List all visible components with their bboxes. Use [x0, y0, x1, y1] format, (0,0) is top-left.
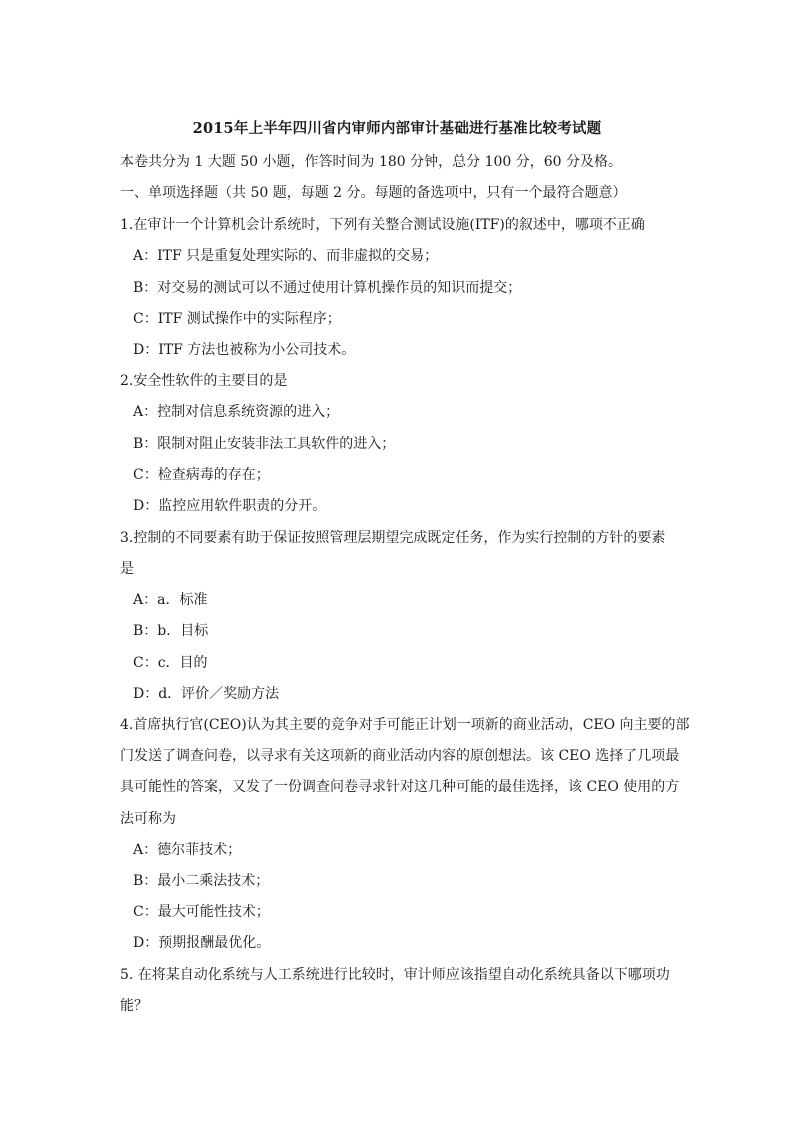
question-3-option-d: D：d．评价／奖励方法	[133, 686, 280, 702]
question-5-text-line-1: 5. 在将某自动化系统与人工系统进行比较时，审计师应该指望自动化系统具备以下哪项功	[120, 967, 670, 983]
section-heading: 一、单项选择题（共 50 题，每题 2 分。每题的备选项中，只有一个最符合题意）	[120, 185, 627, 201]
question-3-text-line-1: 3.控制的不同要素有助于保证按照管理层期望完成既定任务，作为实行控制的方针的要素	[120, 530, 666, 546]
question-4-option-b: B：最小二乘法技术；	[133, 873, 270, 889]
question-3-option-c: C：c．目的	[133, 655, 208, 671]
question-2-option-d: D：监控应用软件职责的分开。	[133, 498, 327, 514]
question-1-text: 1.在审计一个计算机会计系统时，下列有关整合测试设施(ITF)的叙述中，哪项不正确	[120, 217, 645, 233]
exam-intro: 本卷共分为 1 大题 50 小题，作答时间为 180 分钟，总分 100 分，60 分及格。	[120, 154, 623, 170]
question-4-option-a: A：德尔菲技术；	[133, 842, 242, 858]
question-2-option-b: B：限制对阻止安装非法工具软件的进入；	[133, 436, 396, 452]
question-3-option-a: A：a．标准	[133, 592, 208, 608]
question-1-option-b: B：对交易的测试可以不通过使用计算机操作员的知识而提交；	[133, 280, 522, 296]
question-2-option-a: A：控制对信息系统资源的进入；	[133, 404, 340, 420]
question-1-option-d: D：ITF 方法也被称为小公司技术。	[133, 342, 356, 358]
question-4-text-line-1: 4.首席执行官(CEO)认为其主要的竞争对手可能正计划一项新的商业活动，CEO 向主要的部	[120, 717, 690, 733]
question-4-option-c: C：最大可能性技术；	[133, 904, 270, 920]
question-4-text-line-2: 门发送了调查问卷，以寻求有关这项新的商业活动内容的原创想法。该 CEO 选择了几项最	[120, 748, 680, 764]
question-4-text-line-4: 法可称为	[120, 811, 176, 827]
question-1-option-a: A：ITF 只是重复处理实际的、而非虚拟的交易；	[133, 248, 439, 264]
question-2-text: 2.安全性软件的主要目的是	[120, 373, 288, 389]
question-3-option-b: B：b．目标	[133, 623, 209, 639]
question-4-option-d: D：预期报酬最优化。	[133, 935, 271, 951]
question-3-text-line-2: 是	[120, 561, 134, 577]
question-4-text-line-3: 具可能性的答案，又发了一份调查问卷寻求针对这几种可能的最佳选择，该 CEO 使用的方	[120, 779, 680, 795]
question-2-option-c: C：检查病毒的存在；	[133, 467, 270, 483]
document-title: 2015年上半年四川省内审师内部审计基础进行基准比较考试题	[192, 120, 602, 137]
question-5-text-line-2: 能？	[120, 998, 148, 1014]
question-1-option-c: C：ITF 测试操作中的实际程序；	[133, 311, 341, 327]
